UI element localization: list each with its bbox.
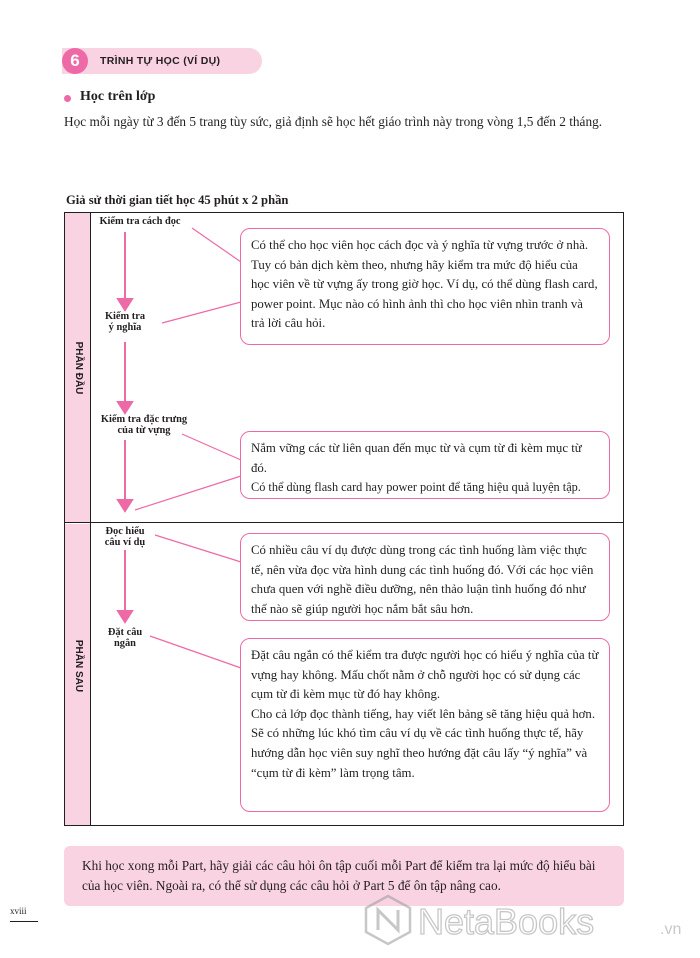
callout-text: Có nhiều câu ví dụ được dùng trong các tình huống làm việc thực tế, nên vừa đọc vừa hình dung các tình huống đó. Với các học viên chưa quen với nghề điều dưỡng, nên thảo luận tình huống đó như thế nào sẽ giúp người học nắm bắt sâu hơn. bbox=[251, 543, 594, 616]
sub-heading: Học trên lớp bbox=[80, 89, 156, 104]
step-line: Đặt câu bbox=[107, 627, 143, 638]
step-short-sentence bbox=[92, 627, 158, 649]
part-label-second: PHẦN SAU bbox=[73, 639, 84, 693]
table-caption: Giả sử thời gian tiết học 45 phút x 2 phần bbox=[66, 193, 289, 207]
step-line: Kiểm tra cách đọc bbox=[99, 216, 181, 227]
callout-example-sentences bbox=[240, 533, 610, 621]
step-feature-check bbox=[94, 414, 194, 436]
callout-pointer bbox=[182, 434, 241, 460]
flow-arrowhead-icon bbox=[118, 299, 132, 310]
callout-pointer bbox=[135, 476, 241, 510]
part-label-first: PHẦN ĐẦU bbox=[73, 341, 84, 395]
flow-arrowhead-icon bbox=[118, 500, 132, 511]
flow-arrowhead-icon bbox=[118, 611, 132, 622]
callout-short-sentences bbox=[240, 638, 610, 812]
callout-vocabulary-features bbox=[240, 431, 610, 499]
step-line: ý nghĩa bbox=[108, 322, 142, 333]
step-example-reading bbox=[92, 526, 158, 548]
callout-pointer bbox=[192, 228, 241, 262]
intro-text: Học mỗi ngày từ 3 đến 5 trang tùy sức, giả định sẽ học hết giáo trình này trong vòng 1,5 đến 2 tháng. bbox=[64, 114, 603, 129]
page-number-rule bbox=[10, 921, 38, 922]
callout-text: Cho cả lớp đọc thành tiếng, hay viết lên bảng sẽ tăng hiệu quả hơn. bbox=[251, 706, 596, 721]
flow-arrowhead-icon bbox=[118, 402, 132, 413]
watermark bbox=[360, 890, 690, 950]
step-line: câu ví dụ bbox=[104, 537, 146, 548]
callout-reading-meaning bbox=[240, 228, 610, 345]
page-number: xviii bbox=[10, 906, 27, 916]
callout-text: Nắm vững các từ liên quan đến mục từ và cụm từ đi kèm mục từ đó. bbox=[251, 441, 582, 475]
step-line: ngắn bbox=[114, 638, 136, 649]
netabooks-logo-icon bbox=[366, 896, 410, 944]
watermark-suffix: .vn bbox=[660, 921, 682, 938]
step-line: của từ vựng bbox=[117, 425, 171, 436]
callout-text: Đặt câu ngắn có thể kiểm tra được người học có hiểu ý nghĩa của từ vựng hay không. Mấu chốt nằm ở chỗ người học có sử dụng các cụm từ đi kèm mục từ đó hay không. bbox=[251, 648, 599, 702]
callout-pointer bbox=[150, 636, 241, 668]
step-line: Đọc hiểu bbox=[105, 526, 145, 537]
callout-text: Có thể cho học viên học cách đọc và ý nghĩa từ vựng trước ở nhà. Tuy có bản dịch kèm theo, nhưng hãy kiểm tra mức độ hiểu của học viên về từ vựng ấy trong giờ học. Ví dụ, có thể dùng flash card, power point. Mục nào có hình ảnh thì cho học viên nhìn tranh và trả lời câu hỏi. bbox=[251, 238, 598, 331]
watermark-brand: NetaBooks bbox=[418, 901, 595, 942]
step-reading-check bbox=[94, 216, 186, 227]
section-number: 6 bbox=[62, 48, 88, 74]
step-meaning-check bbox=[92, 311, 158, 333]
section-title: TRÌNH TỰ HỌC (VÍ DỤ) bbox=[100, 55, 221, 67]
callout-pointer bbox=[155, 535, 241, 562]
step-line: Kiểm tra bbox=[104, 311, 146, 322]
tip-text: Khi học xong mỗi Part, hãy giải các câu hỏi ôn tập cuối mỗi Part để kiểm tra lại mức độ hiểu bài của học viên. Ngoài ra, có thể sử dụng các câu hỏi ở Part 5 để ôn tập nâng cao. bbox=[82, 858, 596, 893]
callout-pointer bbox=[162, 302, 241, 323]
callout-text: Có thể dùng flash card hay power point để tăng hiệu quả luyện tập. bbox=[251, 480, 581, 495]
callout-text: Sẽ có những lúc khó tìm câu ví dụ về các tình huống thực tế, hãy hướng dẫn học viên suy nghĩ theo hướng đặt câu lấy “ý nghĩa” và “cụm từ đi kèm” làm trọng tâm. bbox=[251, 726, 588, 780]
step-line: Kiểm tra đặc trưng bbox=[100, 414, 188, 425]
